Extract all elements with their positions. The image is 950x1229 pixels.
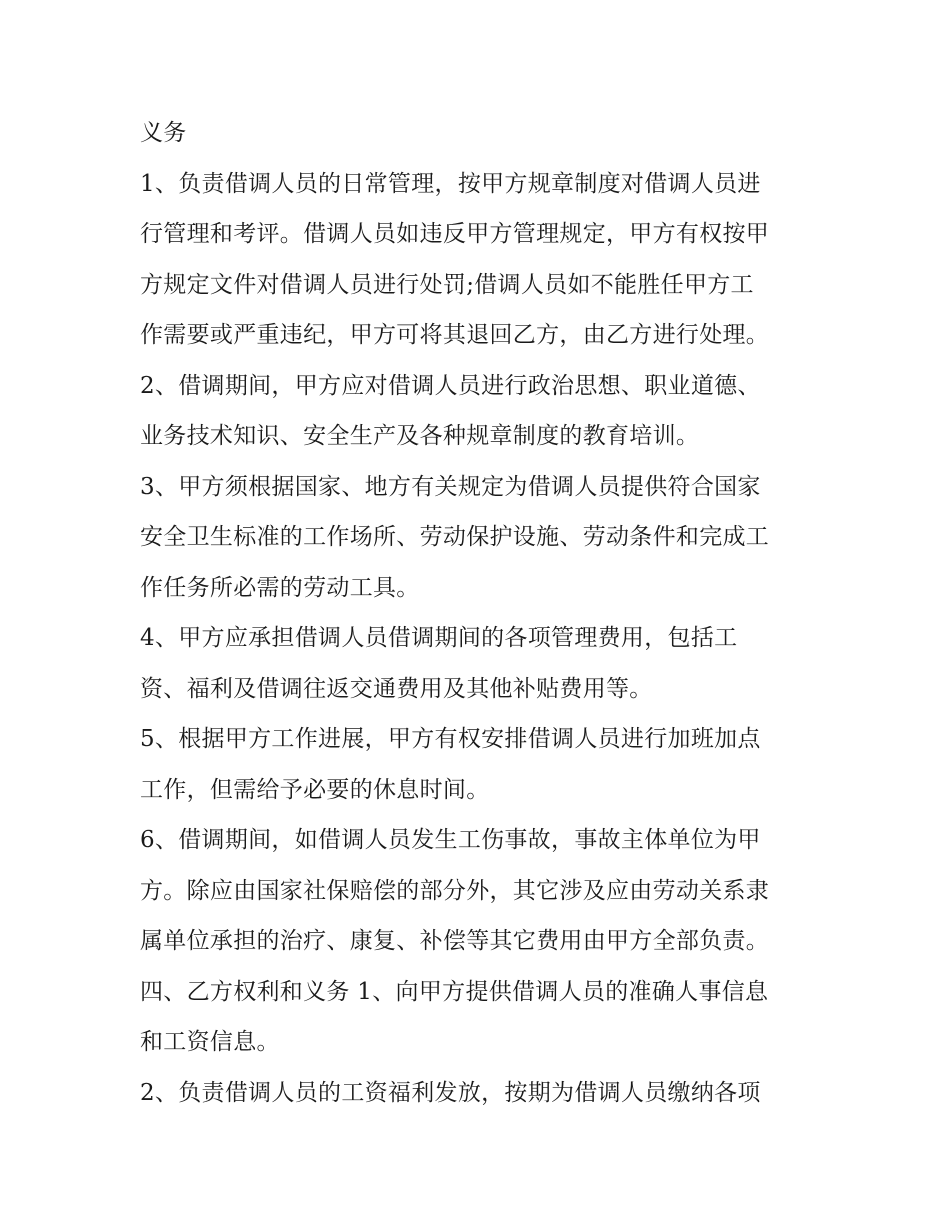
text-line: 3、甲方须根据国家、地方有关规定为借调人员提供符合国家 xyxy=(140,473,761,500)
text-line: 资、福利及借调往返交通费用及其他补贴费用等。 xyxy=(140,675,653,702)
text-line: 业务技术知识、安全生产及各种规章制度的教育培训。 xyxy=(140,423,700,449)
text-line: 2、负责借调人员的工资福利发放，按期为借调人员缴纳各项 xyxy=(140,1079,761,1106)
text-line: 4、甲方应承担借调人员借调期间的各项管理费用，包括工 xyxy=(140,625,738,651)
text-line: 行管理和考评。借调人员如违反甲方管理规定，甲方有权按甲 xyxy=(140,221,770,247)
text-line: 和工资信息。 xyxy=(140,1029,280,1055)
text-line: 作需要或严重违纪，甲方可将其退回乙方，由乙方进行处理。 xyxy=(140,322,770,348)
text-line: 5、根据甲方工作进展，甲方有权安排借调人员进行加班加点 xyxy=(140,726,761,752)
document-body xyxy=(140,108,830,1118)
text-line: 四、乙方权利和义务 1、向甲方提供借调人员的准确人事信息 xyxy=(140,978,769,1005)
text-line: 方规定文件对借调人员进行处罚;借调人员如不能胜任甲方工 xyxy=(140,271,754,298)
text-line: 6、借调期间，如借调人员发生工伤事故，事故主体单位为甲 xyxy=(140,827,761,853)
text-line: 2、借调期间，甲方应对借调人员进行政治思想、职业道德、 xyxy=(140,372,761,399)
text-line: 1、负责借调人员的日常管理，按甲方规章制度对借调人员进 xyxy=(140,170,761,197)
text-line: 作任务所必需的劳动工具。 xyxy=(140,574,420,601)
text-line: 工作，但需给予必要的休息时间。 xyxy=(140,776,490,803)
text-line: 方。除应由国家社保赔偿的部分外，其它涉及应由劳动关系隶 xyxy=(140,877,770,904)
text-line: 安全卫生标准的工作场所、劳动保护设施、劳动条件和完成工 xyxy=(140,524,770,550)
text-line: 义务 xyxy=(140,120,187,146)
text-line: 属单位承担的治疗、康复、补偿等其它费用由甲方全部负责。 xyxy=(140,928,770,954)
